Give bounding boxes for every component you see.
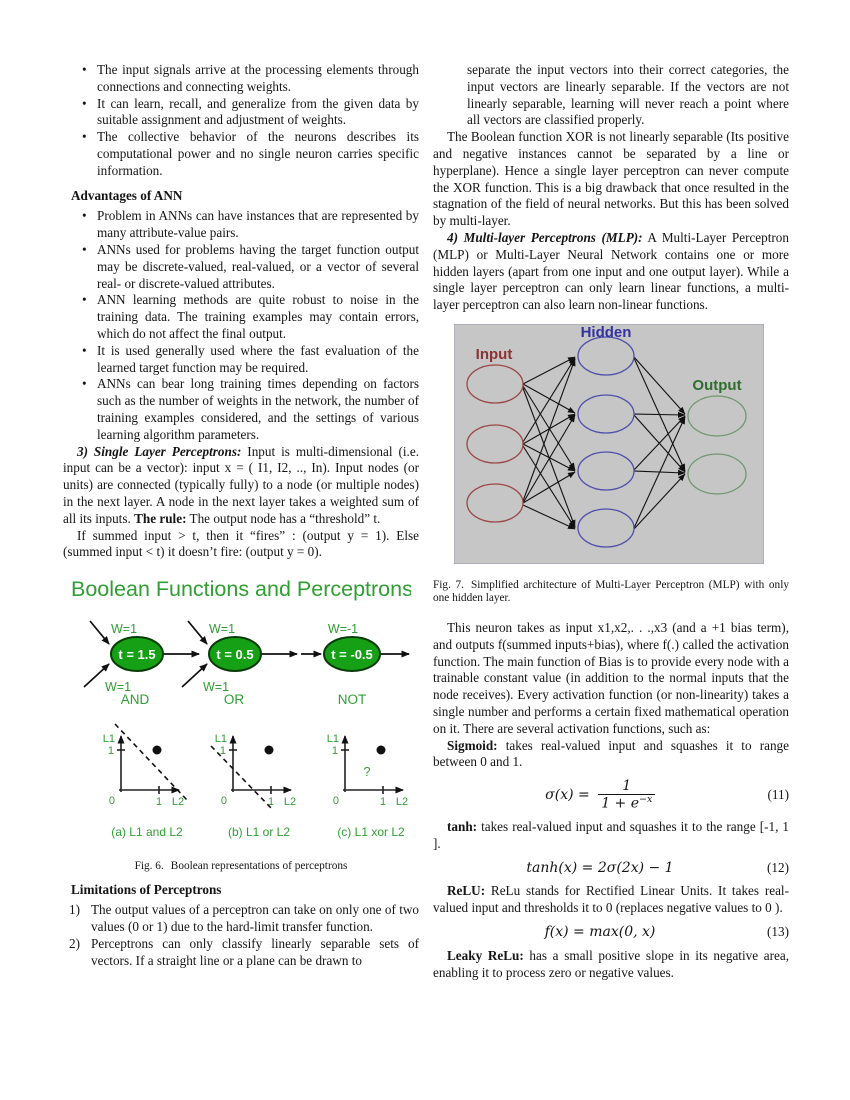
list-item-text: The collective behavior of the neurons describes its computational power and no single neuron carries specific information. (97, 129, 419, 178)
paragraph-text: ReLu stands for Rectified Linear Units. It takes real-valued input and thresholds it to 0 (replaces negative values to 0 ). (433, 883, 789, 916)
plot-c (327, 733, 408, 839)
y-axis-label: L1 (102, 733, 115, 746)
fraction-denominator (598, 794, 655, 812)
list-item (63, 936, 419, 970)
output-layer-label: Output (692, 376, 742, 394)
plot-b (211, 733, 296, 839)
figure7-caption (433, 579, 789, 606)
origin-label: 0 (108, 795, 115, 808)
list-item (63, 376, 419, 443)
y-tick-label: 1 (107, 745, 114, 758)
fires-paragraph: If summed input > t, then it “fires” : (output y = 1). Else (summed input < t) it doesn’t fire: (output y = 0). (63, 527, 419, 560)
figure7-graphic (454, 324, 764, 564)
list-item (63, 242, 419, 292)
equation-body: f(x) = max(0, x) (544, 923, 656, 940)
or-perceptron (182, 621, 297, 707)
bullet-icon: • (82, 129, 87, 145)
list-item (63, 129, 419, 179)
bullet-icon: • (82, 292, 87, 308)
list-item-text: Problem in ANNs can have instances that are represented by many attribute-value pairs. (97, 208, 419, 241)
figure6-graphic (71, 575, 411, 847)
limitations-list (63, 902, 419, 969)
list-number: 2) (69, 935, 80, 951)
and-perceptron (84, 621, 199, 707)
bullet-icon: • (82, 342, 87, 358)
equation-11 (433, 778, 789, 812)
limitation-continuation: separate the input vectors into their correct categories, the input vectors are linearly separable. If the vectors are not linearly separable, learning will never reach a point where all vectors are classified properly. (467, 62, 789, 128)
equation-number: (12) (767, 859, 789, 875)
equation-number: (13) (767, 923, 789, 939)
mlp-paragraph (433, 230, 789, 314)
y-axis-label: L1 (326, 733, 339, 746)
paragraph-text: A Multi-Layer Perceptron (MLP) or Multi-Layer Neural Network contains one or more hidden layers (apart from one input and one output layer). While a single layer perceptron can only learn linear functions, a multi-layer perceptron can also learn non-linear functions. (433, 229, 789, 313)
list-item-text: ANNs used for problems having the target function output may be discrete-valued, real-valued, or a vector of several real- or discrete-valued attributes. (97, 241, 419, 291)
left-column (63, 62, 419, 969)
x-tick-label: 1 (267, 796, 275, 809)
denominator-base: 1 + e (601, 795, 640, 812)
weight-label: W=-1 (327, 622, 359, 637)
or-threshold: t = 0.5 (216, 647, 254, 663)
list-item-text: The output values of a perceptron can take on only one of two values (0 or 1) due to the hard-limit transfer function. (91, 902, 419, 935)
not-perceptron (301, 622, 409, 707)
bullet-icon: • (82, 376, 87, 392)
paragraph-text: has a small positive slope in its negative area, enabling it to process zero or negative values. (433, 947, 790, 980)
list-item-text: It can learn, recall, and generalize from the given data by suitable assignment and adjustment of weights. (97, 95, 419, 128)
and-threshold: t = 1.5 (118, 647, 156, 663)
figure7-caption-label: Fig. 7. (433, 578, 465, 591)
bullet-icon: • (82, 208, 87, 224)
weight-label: W=1 (202, 680, 230, 695)
equation-number: (11) (767, 786, 789, 802)
xor-paragraph: The Boolean function XOR is not linearly separable (Its positive and negative instances cannot be separated by a line or hyperplane). Hence a single layer perceptron can never compute the XOR function. This is a big drawback that once resulted in the stagnation of the field of neural networks. But this has been solved by multi-layer. (433, 129, 789, 229)
equation-12 (433, 860, 789, 877)
relu-paragraph (433, 883, 789, 917)
limitations-heading: Limitations of Perceptrons (71, 881, 222, 897)
list-item (63, 62, 419, 96)
fraction-numerator: 1 (622, 778, 632, 795)
weight-label: W=1 (104, 680, 132, 695)
plot-caption: (a) L1 and L2 (111, 825, 183, 840)
list-number: 1) (69, 902, 80, 918)
leaky-relu-label: Leaky ReLu: (447, 947, 524, 963)
sigmoid-paragraph (433, 738, 789, 772)
advantages-list (63, 208, 419, 443)
y-axis-label: L1 (214, 733, 227, 746)
list-item (63, 343, 419, 377)
origin-label: 0 (220, 795, 227, 808)
denominator-exponent: −x (639, 794, 653, 806)
figure6-title: Boolean Functions and Perceptrons (71, 577, 411, 602)
bullet-icon: • (82, 95, 87, 111)
figure7 (454, 324, 789, 569)
paragraph-text: takes real-valued input and squashes it to the range [-1, 1 ]. (433, 818, 789, 851)
and-label: AND (120, 692, 150, 708)
the-rule-label: The rule: (134, 510, 187, 526)
list-item (63, 208, 419, 242)
paragraph-text: Input is multi-dimensional (i.e. input can be a vector): input x = ( I1, I2, .., In). Input nodes (or units) are connected (typically fully) to a node (or multiple nodes) in the next layer. A node in the next layer takes a weighted sum of all its inputs. (63, 443, 419, 526)
not-threshold: t = -0.5 (331, 647, 373, 663)
x-tick-label: 1 (379, 796, 387, 809)
equation-lhs: σ(x) = (545, 787, 595, 804)
advantages-heading: Advantages of ANN (71, 187, 183, 203)
equation-13 (433, 924, 789, 941)
x-axis-label: L2 (283, 796, 297, 809)
x-axis-label: L2 (171, 796, 185, 809)
not-label: NOT (337, 692, 367, 708)
plot-caption: (b) L1 or L2 (227, 825, 291, 840)
right-column (433, 62, 789, 981)
question-mark: ? (363, 764, 371, 780)
data-point (153, 746, 162, 755)
figure7-caption-text: Simplified architecture of Multi-Layer Perceptron (MLP) with only one hidden layer. (433, 578, 789, 605)
equation-body (433, 778, 768, 812)
input-arrow (90, 621, 109, 644)
y-tick-label: 1 (219, 745, 226, 758)
sigmoid-label: Sigmoid: (447, 737, 498, 753)
tanh-label: tanh: (447, 818, 478, 834)
tanh-paragraph (433, 819, 789, 853)
x-axis-label: L2 (395, 796, 409, 809)
data-point (265, 746, 274, 755)
input-layer-label: Input (475, 345, 513, 363)
list-item-text: Perceptrons can only classify linearly separable sets of vectors. If a straight line or a plane can be drawn to (91, 935, 419, 968)
figure6-caption-label: Fig. 6. (134, 859, 164, 872)
paragraph-text: The output node has a “threshold” t. (186, 510, 381, 526)
figure6-caption-text: Boolean representations of perceptrons (170, 859, 348, 872)
figure6-caption (63, 860, 419, 874)
separating-line (115, 724, 187, 800)
list-item-text: ANN learning methods are quite robust to noise in the training data. The training examples may contain errors, which do not affect the final output. (97, 292, 419, 341)
relu-label: ReLU: (447, 883, 486, 899)
list-item-text: The input signals arrive at the processing elements through connections and connecting weights. (97, 62, 419, 94)
list-item-text: It is used generally used where the fast evaluation of the learned target function may be required. (97, 342, 419, 375)
data-point (377, 746, 386, 755)
list-item (63, 902, 419, 936)
plot-caption: (c) L1 xor L2 (337, 825, 405, 840)
plot-a (103, 724, 187, 839)
y-tick-label: 1 (331, 745, 338, 758)
bullet-icon: • (82, 241, 87, 257)
bullet-icon: • (82, 62, 87, 77)
or-label: OR (223, 692, 245, 708)
figure6 (71, 575, 419, 852)
weight-label: W=1 (110, 622, 138, 637)
list-item (63, 292, 419, 342)
leaky-relu-paragraph (433, 948, 789, 982)
x-tick-label: 1 (155, 796, 163, 809)
ann-properties-list (63, 62, 419, 180)
list-item-text: ANNs can bear long training times depending on factors such as the number of weights in the network, the number of training examples considered, and the settings of various learning algorithm parameters. (97, 376, 419, 442)
weight-label: W=1 (208, 622, 236, 637)
section-label: 4) Multi-layer Perceptrons (MLP): (447, 229, 643, 245)
equation-body: tanh(x) = 2σ(2x) − 1 (526, 859, 674, 876)
hidden-layer-label: Hidden (580, 323, 632, 341)
fraction (598, 778, 655, 812)
origin-label: 0 (332, 795, 339, 808)
section-label: 3) Single Layer Perceptrons: (77, 443, 242, 459)
paragraph-text: takes real-valued input and squashes it to range between 0 and 1. (433, 737, 789, 770)
list-item (63, 96, 419, 130)
neuron-paragraph: This neuron takes as input x1,x2,. . .,x3 (and a +1 bias term), and outputs f(summed inputs+bias), where f(.) called the activation function. The main function of Bias is to provide every node with a trainable constant value (in addition to the normal inputs that the node receives). Every activation function (or non-linearity) takes a single number and performs a certain fixed mathematical operation on it. There are several activation functions, such as: (433, 619, 789, 736)
single-layer-paragraph (63, 444, 419, 528)
input-arrow (188, 621, 207, 644)
